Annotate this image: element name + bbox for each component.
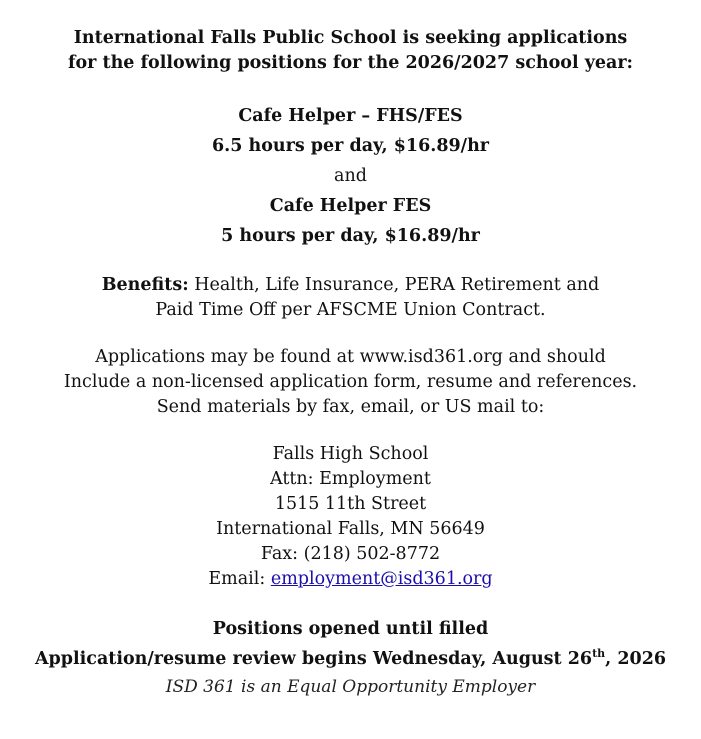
address-name: Falls High School — [272, 444, 429, 464]
positions-separator: and — [334, 166, 367, 186]
position-1-details: 6.5 hours per day, $16.89/hr — [211, 136, 490, 156]
benefits-line-1 — [0, 273, 701, 298]
review-date-line — [0, 644, 701, 674]
header-line-1: International Falls Public School is seeking applications — [73, 28, 628, 48]
application-line-2: Include a non-licensed application form, resume and references. — [63, 372, 638, 392]
spacer — [0, 76, 701, 101]
spacer — [0, 251, 701, 273]
spacer — [0, 592, 701, 614]
benefits-line-2: Paid Time Off per AFSCME Union Contract. — [155, 300, 546, 320]
position-1-title: Cafe Helper – FHS/FES — [238, 106, 463, 126]
address-fax: Fax: (218) 502-8772 — [260, 544, 441, 564]
application-line-3: Send materials by fax, email, or US mail to: — [156, 397, 545, 417]
positions-open-note: Positions opened until filled — [212, 619, 489, 639]
equal-opportunity-statement: ISD 361 is an Equal Opportunity Employer — [165, 677, 536, 697]
benefits-label: Benefits: — [101, 275, 189, 295]
spacer — [0, 420, 701, 442]
review-date-suffix: , 2026 — [605, 649, 667, 669]
address-city: International Falls, MN 56649 — [216, 519, 485, 539]
review-date-prefix: Application/resume review begins Wednesday, August 26 — [34, 649, 593, 669]
position-2-details: 5 hours per day, $16.89/hr — [221, 226, 480, 246]
header-line-2: for the following positions for the 2026/2027 school year: — [67, 53, 634, 73]
email-link[interactable]: employment@isd361.org — [270, 569, 493, 589]
spacer — [0, 323, 701, 345]
review-date-ordinal: th — [592, 647, 606, 661]
application-line-1: Applications may be found at www.isd361.org and should — [95, 347, 606, 367]
email-label: Email: — [208, 569, 271, 589]
address-attn: Attn: Employment — [270, 469, 431, 489]
position-2-title: Cafe Helper FES — [269, 196, 432, 216]
benefits-text-1: Health, Life Insurance, PERA Retirement and — [188, 275, 600, 295]
address-street: 1515 11th Street — [274, 494, 427, 514]
address-email-line — [0, 567, 701, 592]
